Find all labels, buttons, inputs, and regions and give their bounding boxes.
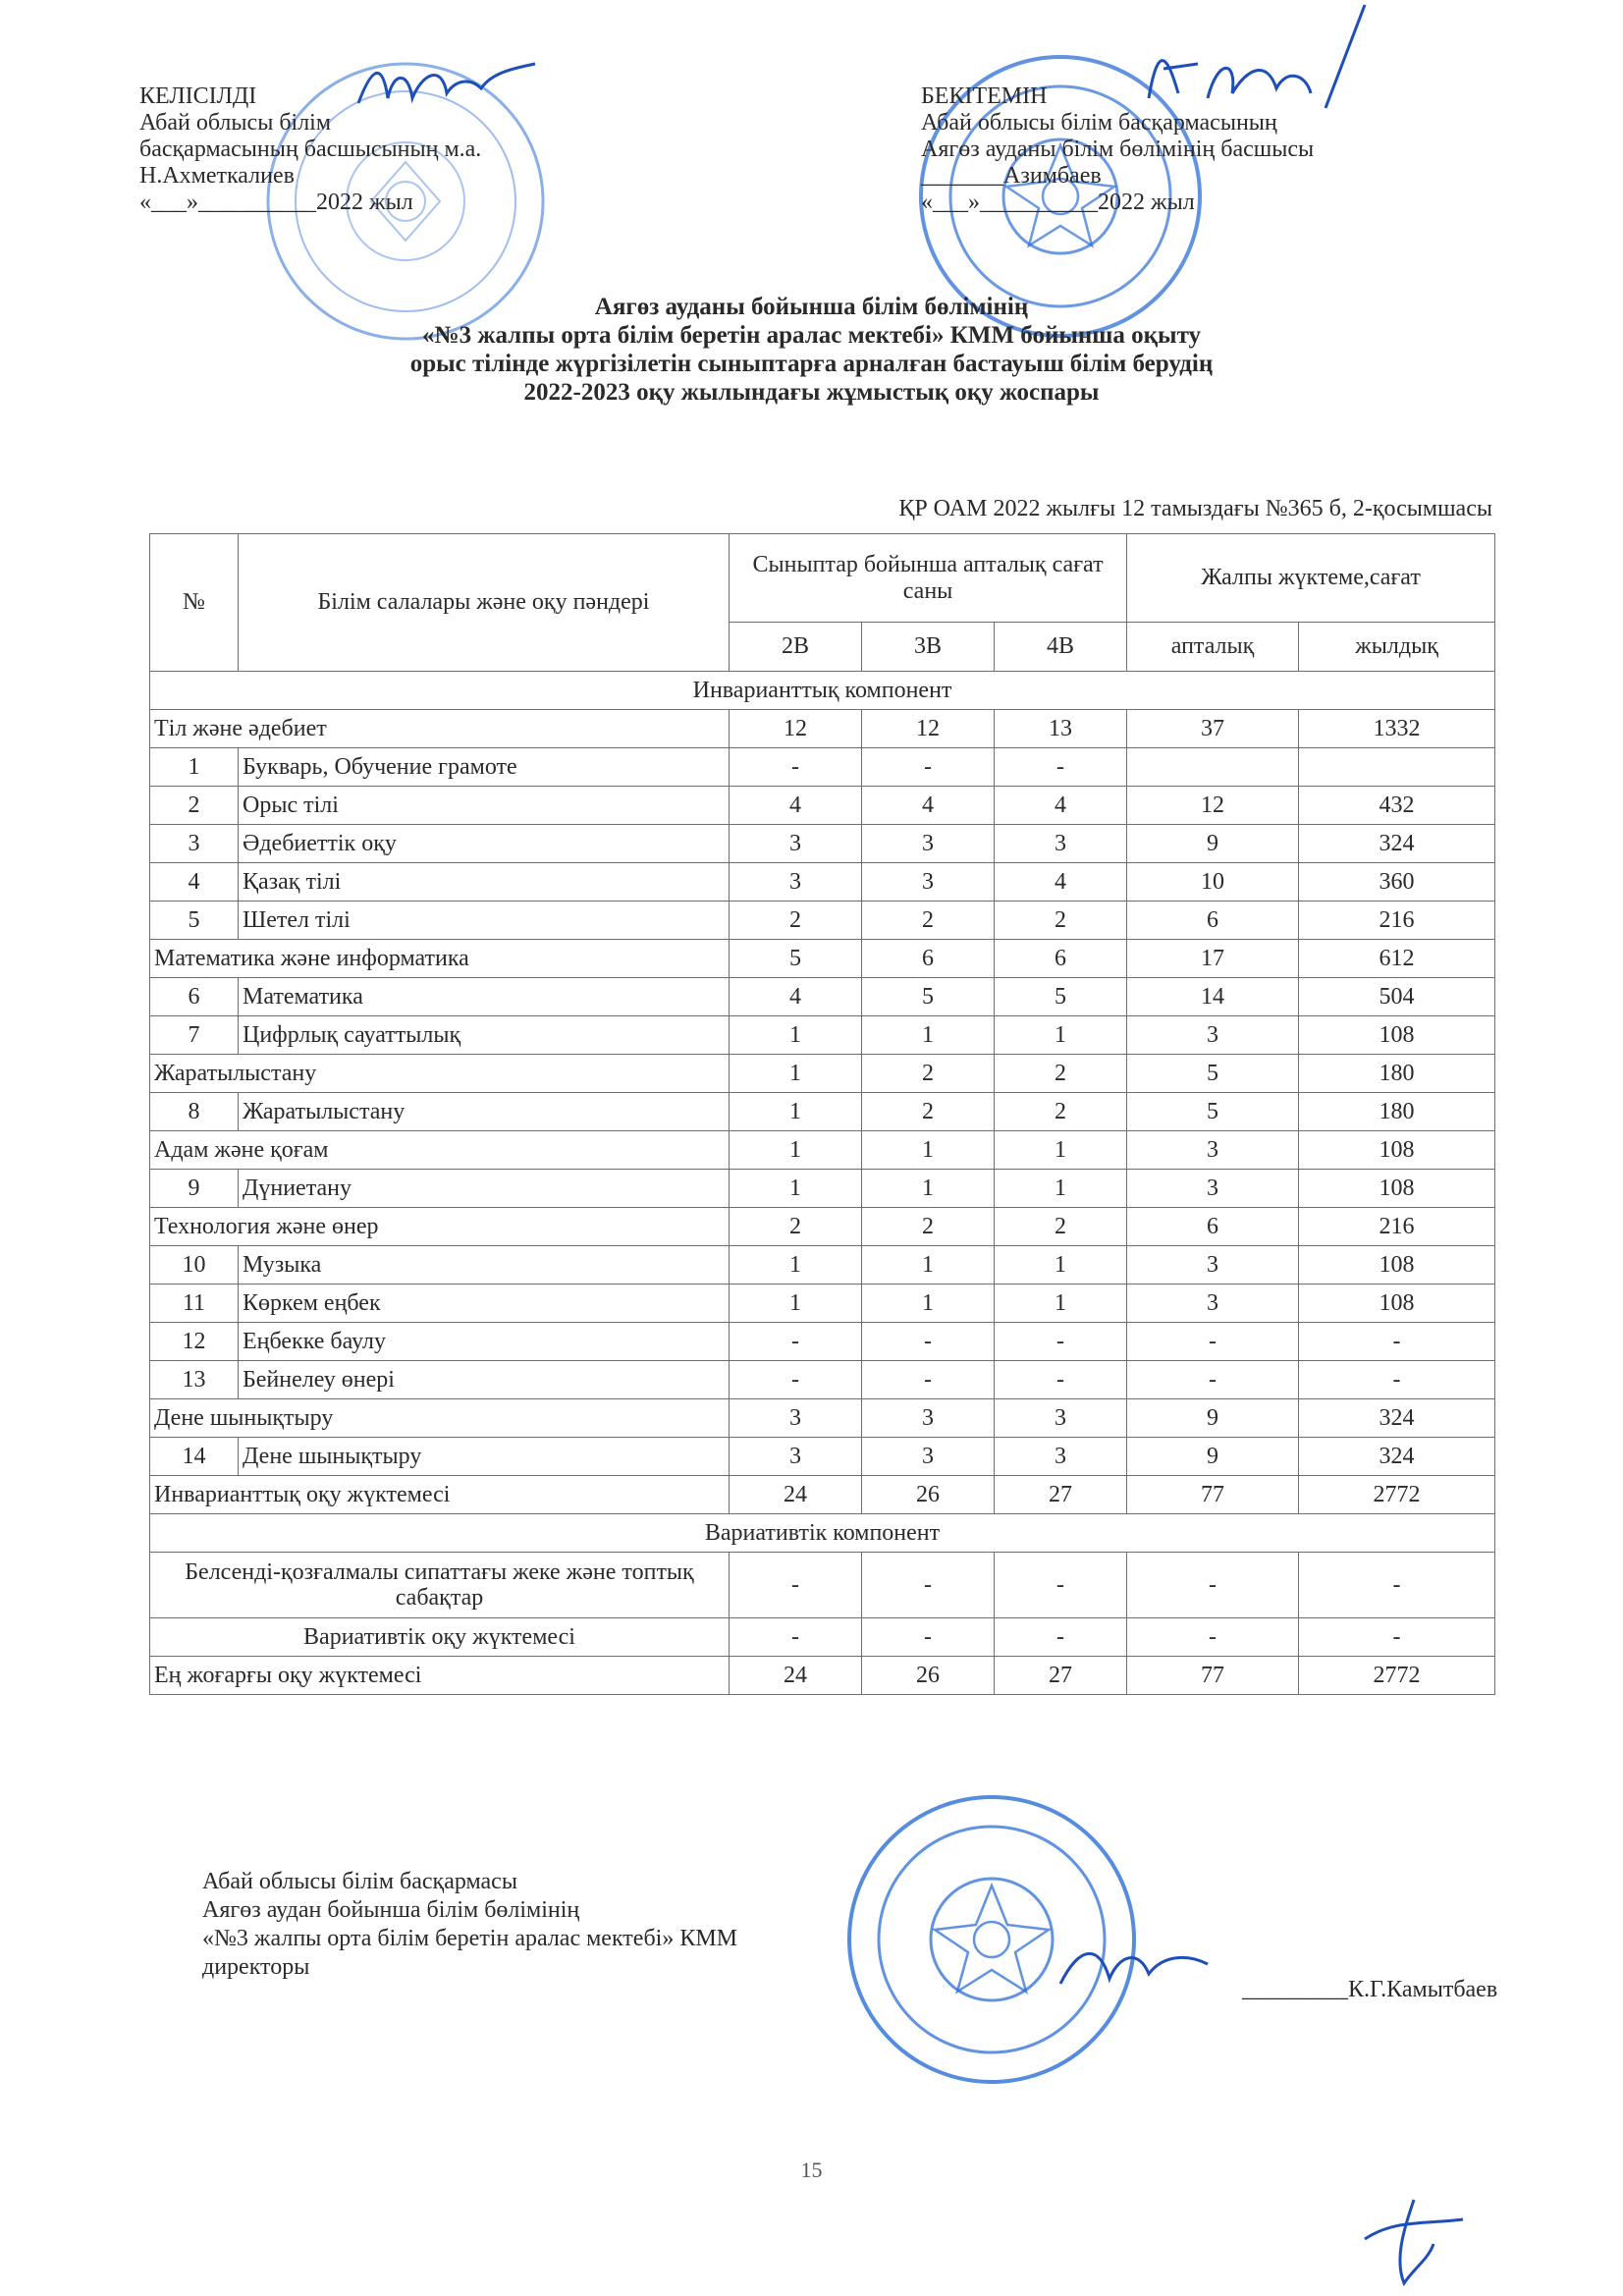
- hours-cell: 1: [730, 1093, 862, 1131]
- subject-row: [150, 1016, 1495, 1055]
- hours-cell: 1: [730, 1131, 862, 1170]
- hours-cell: 2: [995, 902, 1127, 940]
- approval-left-line2: басқармасының басшысының м.а.: [139, 137, 482, 162]
- hours-cell: 2: [995, 1208, 1127, 1246]
- hours-cell: 1: [995, 1131, 1127, 1170]
- hours-cell: 4: [862, 787, 995, 825]
- hours-cell: 108: [1299, 1016, 1495, 1055]
- subject-name: Әдебиеттік оқу: [239, 825, 730, 863]
- row-number: 2: [150, 787, 239, 825]
- hours-cell: -: [995, 748, 1127, 787]
- hours-cell: 180: [1299, 1055, 1495, 1093]
- group-name: Технология және өнер: [150, 1208, 730, 1246]
- variative-section-header: Вариативтік компонент: [150, 1514, 1495, 1553]
- subject-name: Орыс тілі: [239, 787, 730, 825]
- group-row: [150, 940, 1495, 978]
- total-label: Инварианттық оқу жүктемесі: [150, 1476, 730, 1514]
- hours-cell: -: [862, 1553, 995, 1618]
- corner-signature-icon: [1355, 2190, 1473, 2288]
- hours-cell: 3: [862, 1438, 995, 1476]
- row-number: 1: [150, 748, 239, 787]
- col-header-total: Жалпы жүктеме,сағат: [1127, 534, 1495, 623]
- max-load-row: [150, 1657, 1495, 1695]
- annex-reference: ҚР ОАМ 2022 жылғы 12 тамыздағы №365 б, 2-қосымшасы: [898, 496, 1492, 521]
- hours-cell: -: [730, 748, 862, 787]
- hours-cell: 1: [730, 1016, 862, 1055]
- hours-cell: 108: [1299, 1285, 1495, 1323]
- hours-cell: -: [1127, 1323, 1299, 1361]
- hours-cell: 5: [1127, 1055, 1299, 1093]
- footer-line-2: Аягөз аудан бойынша білім бөлімінің: [202, 1897, 580, 1923]
- hours-cell: 3: [730, 1438, 862, 1476]
- page-number: 15: [800, 2158, 823, 2182]
- footer-line-3: «№3 жалпы орта білім беретін аралас мектебі» КММ: [202, 1926, 738, 1951]
- subject-name: Дүниетану: [239, 1170, 730, 1208]
- hours-cell: 3: [995, 825, 1127, 863]
- col-header-weekly: Сыныптар бойынша апталық сағат саны: [730, 534, 1127, 623]
- hours-cell: 9: [1127, 825, 1299, 863]
- hours-cell: 2: [730, 902, 862, 940]
- subject-name: Математика: [239, 978, 730, 1016]
- row-number: 11: [150, 1285, 239, 1323]
- director-name: _________К.Г.Камытбаев: [1242, 1977, 1498, 2002]
- subject-row: [150, 1361, 1495, 1399]
- hours-cell: 12: [862, 710, 995, 748]
- hours-cell: 6: [1127, 902, 1299, 940]
- row-number: 3: [150, 825, 239, 863]
- hours-cell: -: [730, 1553, 862, 1618]
- hours-cell: 9: [1127, 1399, 1299, 1438]
- col-header-grade-1: 2В: [730, 623, 862, 672]
- col-header-yearly-total: жылдық: [1299, 623, 1495, 672]
- approval-left: [139, 83, 481, 216]
- hours-cell: 1: [862, 1246, 995, 1285]
- hours-cell: 3: [1127, 1285, 1299, 1323]
- director-signature-icon: [1051, 1925, 1217, 2003]
- hours-cell: 2: [995, 1055, 1127, 1093]
- subject-row: [150, 902, 1495, 940]
- hours-cell: 3: [1127, 1131, 1299, 1170]
- group-row: [150, 1131, 1495, 1170]
- hours-cell: 3: [730, 825, 862, 863]
- hours-cell: 10: [1127, 863, 1299, 902]
- hours-cell: -: [995, 1361, 1127, 1399]
- hours-cell: 13: [995, 710, 1127, 748]
- hours-cell: -: [1127, 1618, 1299, 1657]
- approval-right: [921, 83, 1314, 216]
- hours-cell: 3: [862, 825, 995, 863]
- hours-cell: 2: [862, 1055, 995, 1093]
- approval-right-line2: Аягөз ауданы білім бөлімінің басшысы: [921, 137, 1315, 162]
- group-row: [150, 1399, 1495, 1438]
- subject-row: [150, 863, 1495, 902]
- hours-cell: 108: [1299, 1246, 1495, 1285]
- hours-cell: 2772: [1299, 1476, 1495, 1514]
- subject-name: Дене шынықтыру: [239, 1438, 730, 1476]
- group-row: [150, 1055, 1495, 1093]
- hours-cell: 77: [1127, 1476, 1299, 1514]
- subject-row: [150, 787, 1495, 825]
- row-number: 4: [150, 863, 239, 902]
- approval-right-date: «___»__________2022 жыл: [921, 190, 1195, 215]
- row-number: 13: [150, 1361, 239, 1399]
- approval-right-heading: БЕКІТЕМІН: [921, 83, 1048, 109]
- hours-cell: 24: [730, 1657, 862, 1695]
- hours-cell: 216: [1299, 902, 1495, 940]
- hours-cell: 4: [995, 787, 1127, 825]
- hours-cell: -: [1127, 1361, 1299, 1399]
- variative-label: Белсенді-қозғалмалы сипаттағы жеке және топтық сабақтар: [150, 1553, 730, 1618]
- title-line-3: орыс тілінде жүргізілетін сыныптарға арналған бастауыш білім берудің: [409, 351, 1214, 377]
- hours-cell: -: [730, 1323, 862, 1361]
- group-name: Адам және қоғам: [150, 1131, 730, 1170]
- footer-signatory: [202, 1868, 737, 1982]
- subject-row: [150, 1285, 1495, 1323]
- hours-cell: -: [995, 1553, 1127, 1618]
- approval-left-line3: Н.Ахметкалиев: [139, 163, 295, 189]
- hours-cell: 3: [862, 1399, 995, 1438]
- subject-row: [150, 1170, 1495, 1208]
- hours-cell: 3: [730, 1399, 862, 1438]
- title-line-4: 2022-2023 оқу жылындағы жұмыстық оқу жоспары: [523, 379, 1100, 406]
- subject-name: Музыка: [239, 1246, 730, 1285]
- hours-cell: 1: [862, 1170, 995, 1208]
- hours-cell: 108: [1299, 1170, 1495, 1208]
- group-row: [150, 1208, 1495, 1246]
- col-header-grade-2: 3В: [862, 623, 995, 672]
- hours-cell: 4: [730, 978, 862, 1016]
- row-number: 7: [150, 1016, 239, 1055]
- subject-row: [150, 1093, 1495, 1131]
- subject-row: [150, 1323, 1495, 1361]
- hours-cell: 504: [1299, 978, 1495, 1016]
- hours-cell: -: [730, 1361, 862, 1399]
- hours-cell: [1127, 748, 1299, 787]
- group-name: Жаратылыстану: [150, 1055, 730, 1093]
- variative-row: [150, 1618, 1495, 1657]
- subject-name: Бейнелеу өнері: [239, 1361, 730, 1399]
- row-number: 14: [150, 1438, 239, 1476]
- hours-cell: 2: [862, 1208, 995, 1246]
- hours-cell: -: [1299, 1323, 1495, 1361]
- hours-cell: 26: [862, 1657, 995, 1695]
- hours-cell: 37: [1127, 710, 1299, 748]
- subject-row: [150, 1438, 1495, 1476]
- hours-cell: -: [862, 1618, 995, 1657]
- hours-cell: 1: [730, 1170, 862, 1208]
- hours-cell: 3: [1127, 1170, 1299, 1208]
- hours-cell: 2: [862, 1093, 995, 1131]
- total-row: [150, 1476, 1495, 1514]
- hours-cell: -: [862, 1361, 995, 1399]
- hours-cell: 12: [730, 710, 862, 748]
- hours-cell: 2: [862, 902, 995, 940]
- hours-cell: 17: [1127, 940, 1299, 978]
- subject-name: Көркем еңбек: [239, 1285, 730, 1323]
- col-header-grade-3: 4В: [995, 623, 1127, 672]
- hours-cell: 360: [1299, 863, 1495, 902]
- hours-cell: 3: [995, 1399, 1127, 1438]
- variative-label: Вариативтік оқу жүктемесі: [150, 1618, 730, 1657]
- hours-cell: 1: [730, 1246, 862, 1285]
- hours-cell: 4: [995, 863, 1127, 902]
- hours-cell: 1332: [1299, 710, 1495, 748]
- hours-cell: 4: [730, 787, 862, 825]
- hours-cell: 324: [1299, 825, 1495, 863]
- approval-left-line1: Абай облысы білім: [139, 110, 332, 136]
- group-name: Дене шынықтыру: [150, 1399, 730, 1438]
- hours-cell: -: [1299, 1553, 1495, 1618]
- hours-cell: 324: [1299, 1399, 1495, 1438]
- hours-cell: 1: [862, 1285, 995, 1323]
- hours-cell: 3: [1127, 1016, 1299, 1055]
- curriculum-table: [149, 533, 1495, 1695]
- hours-cell: 3: [730, 863, 862, 902]
- row-number: 10: [150, 1246, 239, 1285]
- subject-name: Цифрлық сауаттылық: [239, 1016, 730, 1055]
- hours-cell: 27: [995, 1476, 1127, 1514]
- approval-right-line1: Абай облысы білім басқармасының: [921, 110, 1277, 136]
- hours-cell: 1: [995, 1246, 1127, 1285]
- hours-cell: -: [862, 1323, 995, 1361]
- row-number: 8: [150, 1093, 239, 1131]
- hours-cell: 26: [862, 1476, 995, 1514]
- hours-cell: 2: [995, 1093, 1127, 1131]
- row-number: 9: [150, 1170, 239, 1208]
- approval-left-heading: КЕЛІСІЛДІ: [139, 83, 257, 109]
- invariant-section-header: Инварианттық компонент: [150, 672, 1495, 710]
- hours-cell: 9: [1127, 1438, 1299, 1476]
- hours-cell: 1: [862, 1131, 995, 1170]
- hours-cell: 2772: [1299, 1657, 1495, 1695]
- subject-row: [150, 825, 1495, 863]
- approval-left-date: «___»__________2022 жыл: [139, 190, 413, 215]
- hours-cell: -: [1299, 1361, 1495, 1399]
- hours-cell: -: [862, 748, 995, 787]
- hours-cell: [1299, 748, 1495, 787]
- hours-cell: 3: [995, 1438, 1127, 1476]
- hours-cell: 1: [730, 1285, 862, 1323]
- hours-cell: 5: [730, 940, 862, 978]
- row-number: 5: [150, 902, 239, 940]
- hours-cell: 5: [995, 978, 1127, 1016]
- hours-cell: -: [730, 1618, 862, 1657]
- hours-cell: 2: [730, 1208, 862, 1246]
- hours-cell: 1: [995, 1285, 1127, 1323]
- group-name: Тіл және әдебиет: [150, 710, 730, 748]
- hours-cell: 1: [995, 1016, 1127, 1055]
- hours-cell: 432: [1299, 787, 1495, 825]
- hours-cell: 216: [1299, 1208, 1495, 1246]
- hours-cell: 108: [1299, 1131, 1495, 1170]
- row-number: 6: [150, 978, 239, 1016]
- subject-row: [150, 748, 1495, 787]
- subject-name: Қазақ тілі: [239, 863, 730, 902]
- footer-line-1: Абай облысы білім басқармасы: [202, 1869, 517, 1894]
- variative-row: [150, 1553, 1495, 1618]
- subject-name: Шетел тілі: [239, 902, 730, 940]
- max-load-label: Ең жоғарғы оқу жүктемесі: [150, 1657, 730, 1695]
- hours-cell: -: [1127, 1553, 1299, 1618]
- subject-row: [150, 978, 1495, 1016]
- hours-cell: 24: [730, 1476, 862, 1514]
- hours-cell: 3: [1127, 1246, 1299, 1285]
- hours-cell: 27: [995, 1657, 1127, 1695]
- hours-cell: 6: [1127, 1208, 1299, 1246]
- document-title: [0, 293, 1623, 407]
- subject-name: Еңбекке баулу: [239, 1323, 730, 1361]
- hours-cell: 1: [730, 1055, 862, 1093]
- subject-name: Букварь, Обучение грамоте: [239, 748, 730, 787]
- hours-cell: 12: [1127, 787, 1299, 825]
- title-line-1: Аягөз ауданы бойынша білім бөлімінің: [594, 294, 1029, 320]
- title-line-2: «№3 жалпы орта білім беретін аралас мектебі» КММ бойынша оқыту: [421, 322, 1202, 349]
- hours-cell: 77: [1127, 1657, 1299, 1695]
- footer-line-4: директоры: [202, 1954, 310, 1980]
- hours-cell: -: [1299, 1618, 1495, 1657]
- hours-cell: 6: [995, 940, 1127, 978]
- hours-cell: 5: [862, 978, 995, 1016]
- col-header-number: №: [150, 534, 239, 672]
- hours-cell: 5: [1127, 1093, 1299, 1131]
- hours-cell: -: [995, 1618, 1127, 1657]
- hours-cell: 1: [995, 1170, 1127, 1208]
- hours-cell: 612: [1299, 940, 1495, 978]
- hours-cell: 1: [862, 1016, 995, 1055]
- group-row: [150, 710, 1495, 748]
- approval-right-line3: _______Азимбаев: [921, 163, 1102, 189]
- group-name: Математика және информатика: [150, 940, 730, 978]
- row-number: 12: [150, 1323, 239, 1361]
- subject-name: Жаратылыстану: [239, 1093, 730, 1131]
- hours-cell: 14: [1127, 978, 1299, 1016]
- hours-cell: 180: [1299, 1093, 1495, 1131]
- hours-cell: 324: [1299, 1438, 1495, 1476]
- hours-cell: -: [995, 1323, 1127, 1361]
- col-header-weekly-total: апталық: [1127, 623, 1299, 672]
- subject-row: [150, 1246, 1495, 1285]
- hours-cell: 3: [862, 863, 995, 902]
- col-header-subjects: Білім салалары және оқу пәндері: [239, 534, 730, 672]
- hours-cell: 6: [862, 940, 995, 978]
